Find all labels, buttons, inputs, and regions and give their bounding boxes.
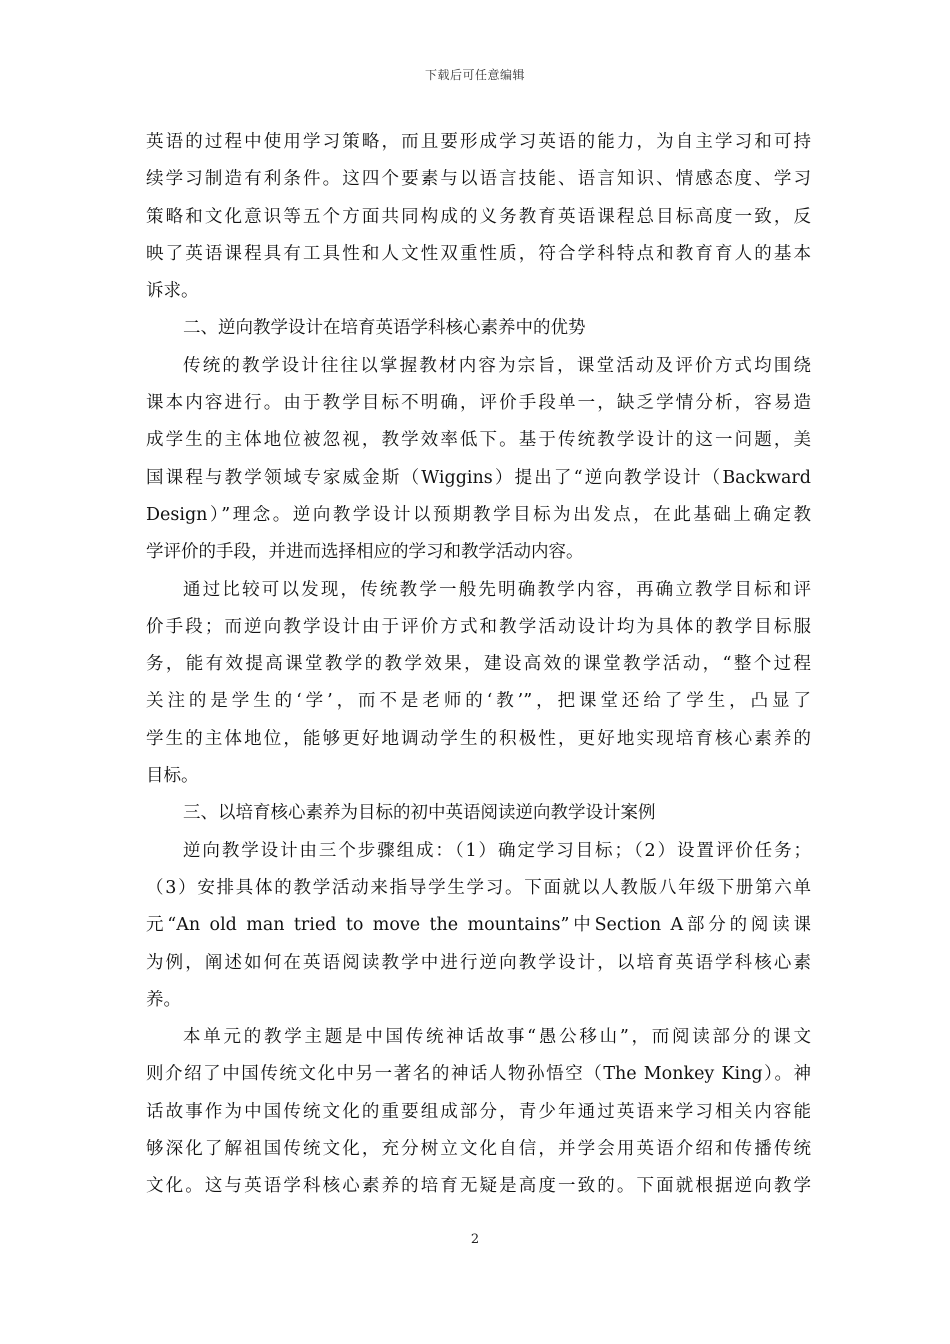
text-line: 通过比较可以发现，传统教学一般先明确教学内容，再确立教学目标和评 [183,579,811,600]
text-line: 元“An old man tried to move the mountains”中Section A部分的阅读课 [146,915,811,936]
text-line: 诉求。 [146,281,199,302]
text-line: 话故事作为中国传统文化的重要组成部分，青少年通过英语来学习相关内容能 [146,1101,811,1122]
text-line: 三、以培育核心素养为目标的初中英语阅读逆向教学设计案例 [183,803,656,824]
text-line: Design）”理念。逆向教学设计以预期教学目标为出发点，在此基础上确定教 [146,504,811,525]
text-line: 传统的教学设计往往以掌握教材内容为宗旨，课堂活动及评价方式均围绕 [183,355,811,376]
text-line: 够深化了解祖国传统文化，充分树立文化自信，并学会用英语介绍和传播传统 [146,1139,811,1160]
text-line: 目标。 [146,766,199,787]
text-line: 策略和文化意识等五个方面共同构成的义务教育英语课程总目标高度一致，反 [146,206,811,227]
page-header: 下载后可任意编辑 [424,68,525,82]
text-line: （3）安排具体的教学活动来指导学生学习。下面就以人教版八年级下册第六单 [146,877,811,898]
text-line: 价手段；而逆向教学设计由于评价方式和教学活动设计均为具体的教学目标服 [146,616,811,637]
text-line: 关注的是学生的‘学’，而不是老师的‘教’”，把课堂还给了学生，凸显了 [146,691,811,712]
text-line: 逆向教学设计由三个步骤组成：（1）确定学习目标；（2）设置评价任务； [183,840,811,861]
text-line: 养。 [146,989,181,1010]
text-line: 本单元的教学主题是中国传统神话故事“愚公移山”，而阅读部分的课文 [183,1027,811,1048]
text-line: 成学生的主体地位被忽视，教学效率低下。基于传统教学设计的这一问题，美 [146,430,811,451]
text-line: 学生的主体地位，能够更好地调动学生的积极性，更好地实现培育核心素养的 [146,728,811,749]
text-line: 国课程与教学领域专家威金斯（Wiggins）提出了“逆向教学设计（Backward [146,467,811,488]
text-line: 续学习制造有利条件。这四个要素与以语言技能、语言知识、情感态度、学习 [146,169,811,190]
text-line: 课本内容进行。由于教学目标不明确，评价手段单一，缺乏学情分析，容易造 [146,393,811,414]
text-line: 务，能有效提高课堂教学的教学效果，建设高效的课堂教学活动，“整个过程 [146,654,811,675]
text-line: 映了英语课程具有工具性和人文性双重性质，符合学科特点和教育育人的基本 [146,243,811,264]
text-line: 二、逆向教学设计在培育英语学科核心素养中的优势 [183,318,586,339]
text-line: 为例，阐述如何在英语阅读教学中进行逆向教学设计，以培育英语学科核心素 [146,952,811,973]
text-line: 学评价的手段，并进而选择相应的学习和教学活动内容。 [146,542,584,563]
text-line: 则介绍了中国传统文化中另一著名的神话人物孙悟空（The Monkey King）。神 [146,1064,811,1085]
text-line: 文化。这与英语学科核心素养的培育无疑是高度一致的。下面就根据逆向教学 [146,1176,811,1197]
text-line: 英语的过程中使用学习策略，而且要形成学习英语的能力，为自主学习和可持 [146,132,811,152]
page-number: 2 [470,1232,480,1247]
document-body [146,124,811,1206]
